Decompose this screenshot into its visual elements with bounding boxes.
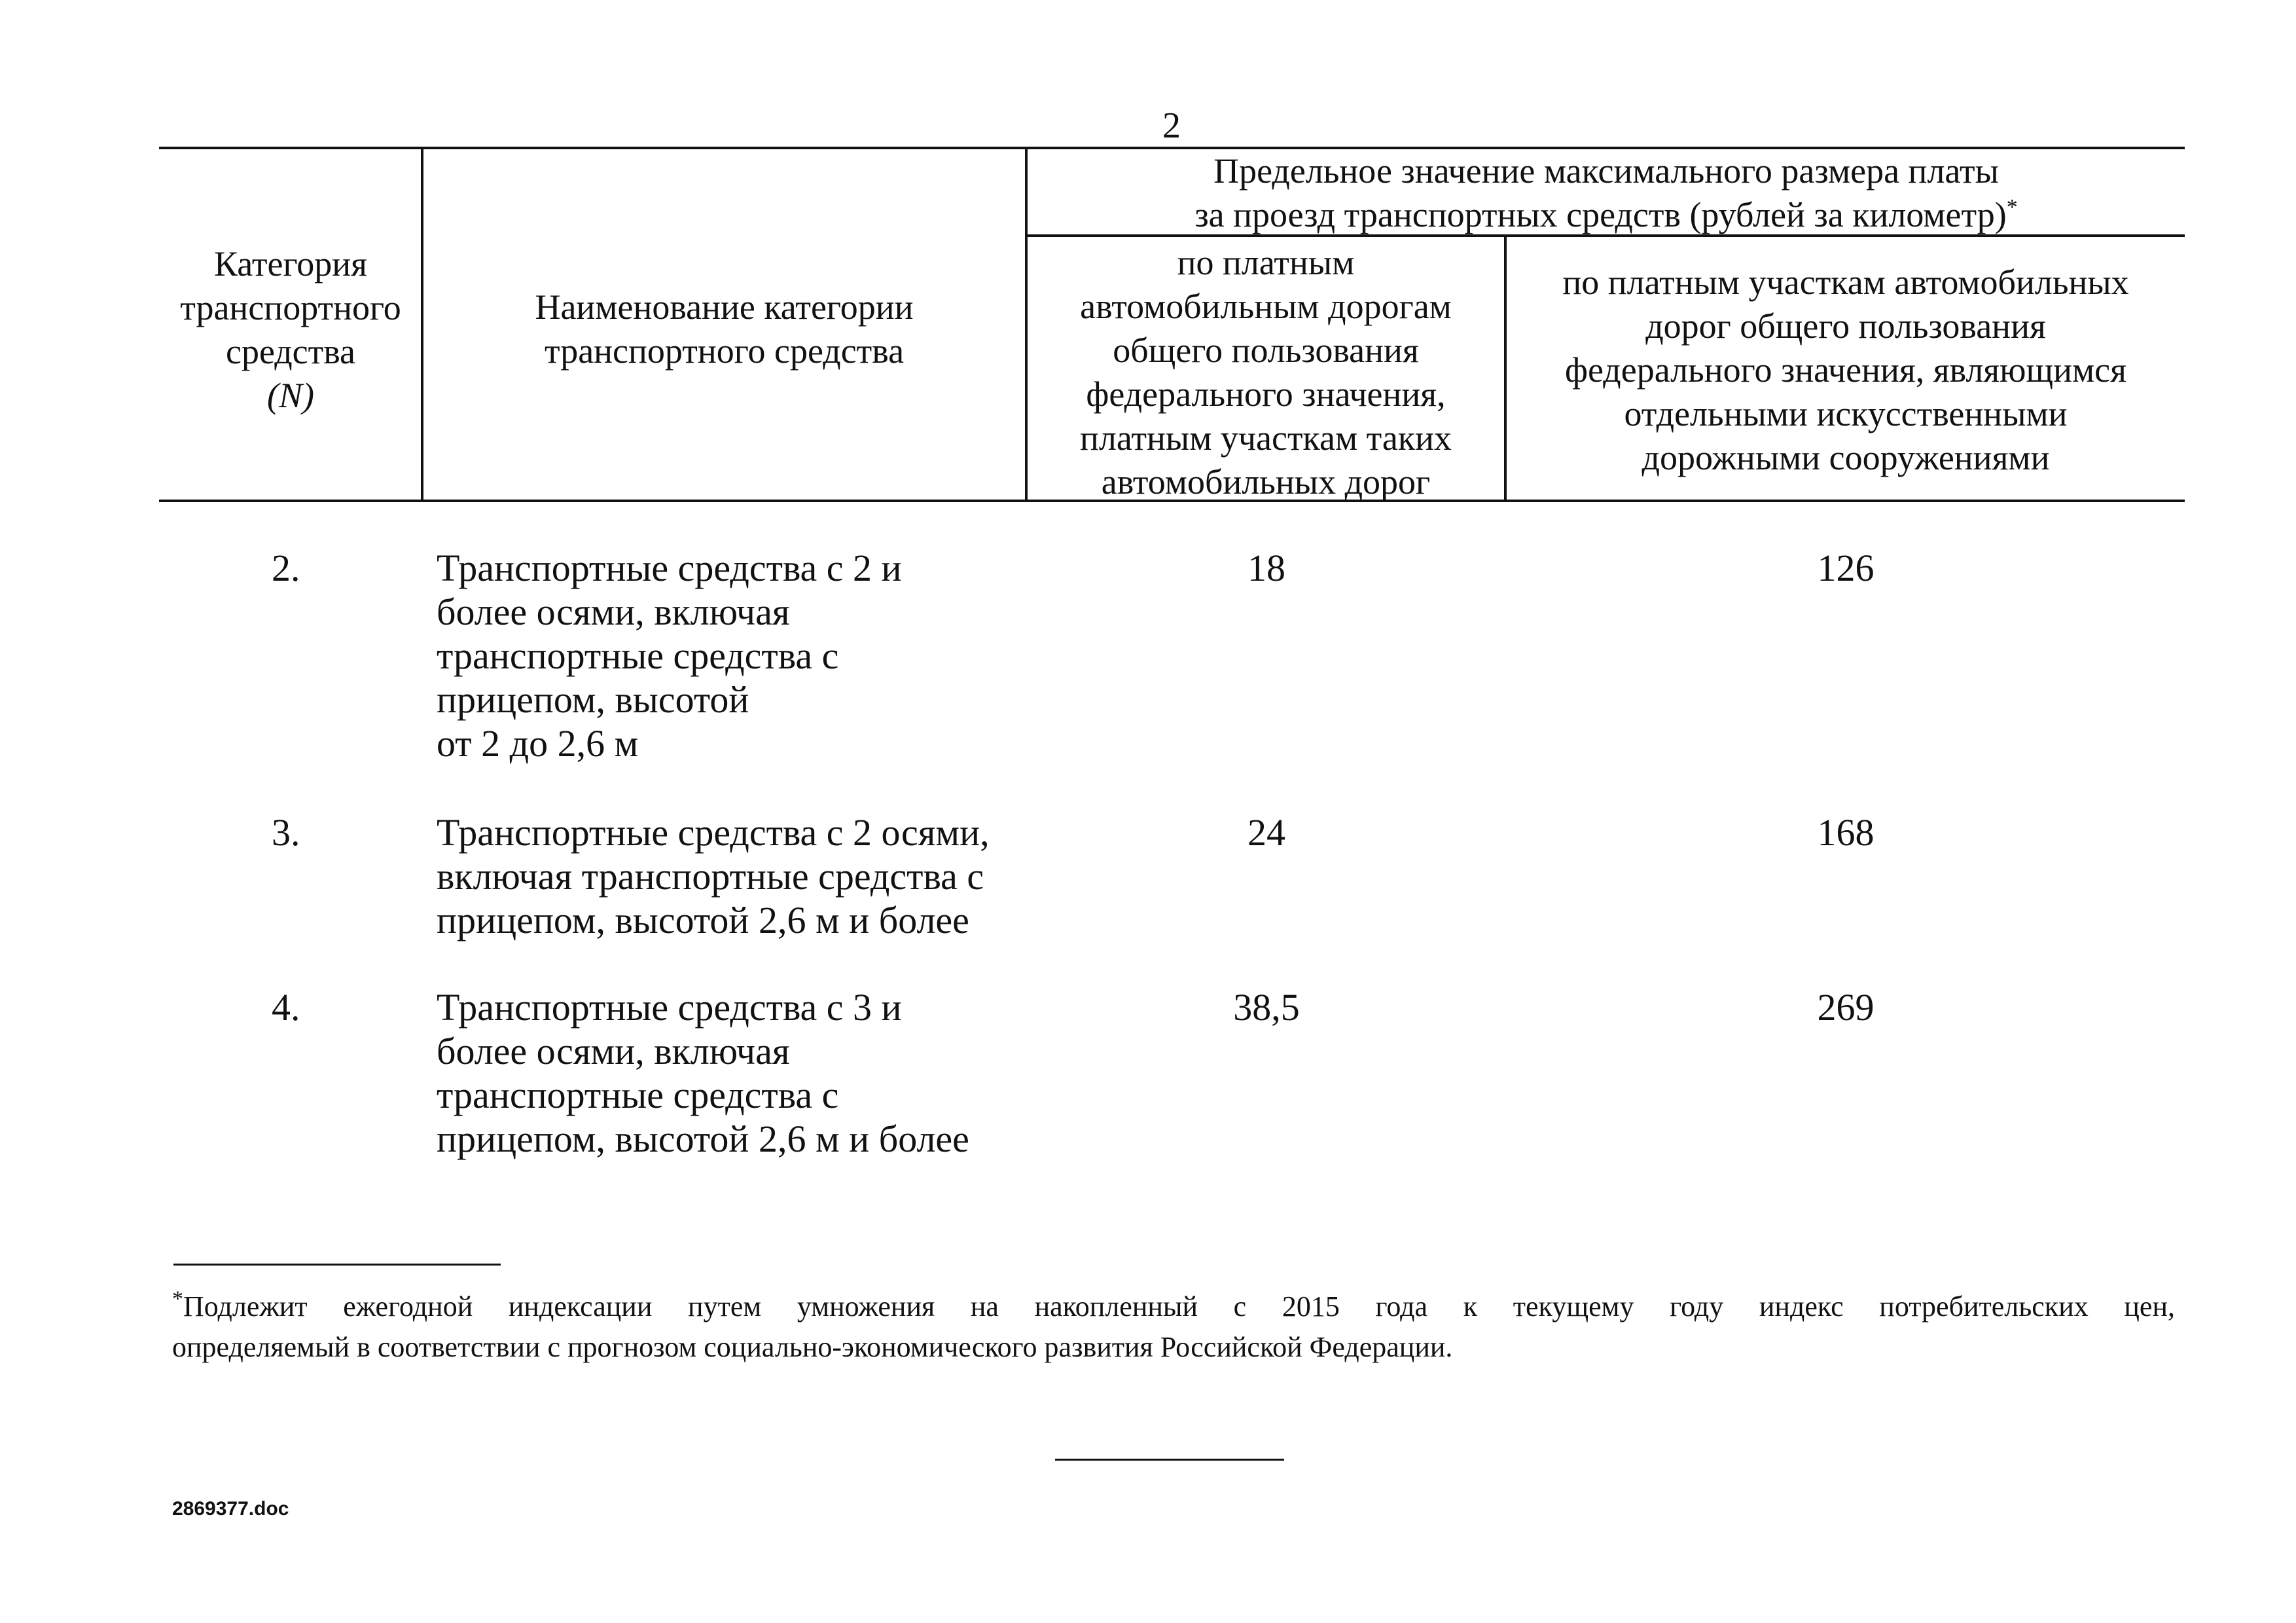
row-value-roads: 24	[1247, 811, 1285, 854]
row-number: 4.	[272, 986, 300, 1029]
header-group-line-text: за проезд транспортных средств (рублей за километр)	[1194, 195, 2007, 234]
row-name-line: прицепом, высотой	[437, 678, 749, 721]
row-value-roads: 38,5	[1233, 986, 1300, 1029]
header-subcol-line: общего пользования	[1113, 331, 1419, 370]
row-value-roads: 18	[1247, 547, 1285, 589]
row-value-structures: 269	[1817, 986, 1874, 1029]
row-name-line: прицепом, высотой 2,6 м и более	[437, 1118, 969, 1160]
header-name	[423, 285, 1025, 373]
header-category	[160, 242, 421, 418]
header-category-line: средства	[225, 332, 356, 371]
header-subcol-line: федерального значения, являющимся	[1565, 350, 2126, 390]
row-name-line: включая транспортные средства с	[437, 855, 984, 898]
header-subcol-line: по платным	[1177, 243, 1355, 282]
footnote-mark: *	[172, 1286, 183, 1311]
row-name-line: от 2 до 2,6 м	[437, 722, 639, 765]
page-number: 2	[1162, 105, 1181, 146]
header-subcol-roads	[1028, 241, 1504, 504]
header-subcol-line: автомобильным дорогам	[1080, 287, 1452, 326]
row-name-line: Транспортные средства с 2 осями,	[437, 811, 990, 854]
header-subcol-line: платным участкам таких	[1080, 418, 1452, 458]
footnote-text: Подлежит ежегодной индексации путем умножения на накопленный с 2015 года к текущему году индекс потребительских цен,	[183, 1290, 2175, 1322]
row-name-line: Транспортные средства с 3 и	[437, 986, 902, 1029]
header-subcol-line: по платным участкам автомобильных	[1562, 263, 2129, 302]
header-name-line: транспортного средства	[544, 331, 905, 371]
header-category-symbol: (N)	[267, 376, 314, 415]
header-group-line: Предельное значение максимального размера платы	[1213, 151, 1999, 191]
row-name-line: Транспортные средства с 2 и	[437, 547, 902, 589]
header-category-line: Категория	[214, 244, 367, 283]
header-group-title	[1028, 149, 2185, 237]
header-subcol-line: федерального значения,	[1086, 374, 1446, 414]
header-subcol-line: автомобильных дорог	[1101, 462, 1431, 501]
row-name	[437, 546, 1026, 765]
document-id: 2869377.doc	[172, 1498, 289, 1520]
footnote-marker: *	[2006, 195, 2018, 219]
row-name	[437, 985, 1026, 1161]
footnote	[172, 1286, 2175, 1368]
footnote-line-2: определяемый в соответствии с прогнозом социально-экономического развития Российской Федерации.	[172, 1331, 1453, 1363]
header-category-line: транспортного	[180, 288, 401, 327]
row-value-structures: 168	[1817, 811, 1874, 854]
row-value-structures: 126	[1817, 547, 1874, 589]
footnote-line-1	[172, 1286, 2175, 1327]
row-name-line: транспортные средства с	[437, 1074, 839, 1116]
end-rule	[1055, 1459, 1284, 1461]
row-name-line: более осями, включая	[437, 591, 790, 633]
header-subcol-line: дорожными сооружениями	[1641, 438, 2050, 477]
row-name-line: транспортные средства с	[437, 634, 839, 677]
header-name-line: Наименование категории	[535, 287, 914, 327]
row-number: 2.	[272, 547, 300, 589]
row-name-line: прицепом, высотой 2,6 м и более	[437, 899, 969, 941]
row-name-line: более осями, включая	[437, 1030, 790, 1072]
header-group-line-2	[1028, 193, 2185, 237]
header-subcol-line: отдельными искусственными	[1624, 394, 2068, 433]
header-subcol-line: дорог общего пользования	[1645, 306, 2046, 346]
footnote-separator	[173, 1264, 501, 1266]
row-number: 3.	[272, 811, 300, 854]
header-subcol-structures	[1507, 261, 2185, 480]
row-name	[437, 811, 1026, 942]
